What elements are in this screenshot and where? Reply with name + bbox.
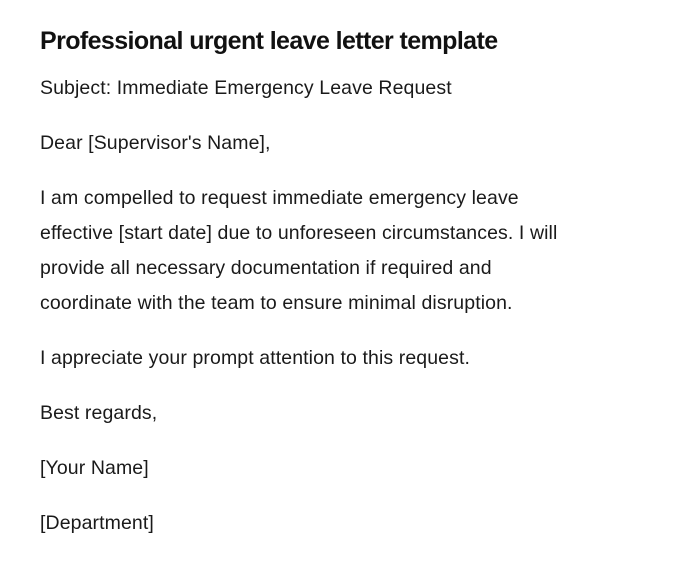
subject-line: Subject: Immediate Emergency Leave Request <box>40 77 452 99</box>
letter-document <box>40 24 640 541</box>
body-line: coordinate with the team to ensure minimal disruption. <box>40 292 513 314</box>
salutation: Dear [Supervisor's Name], <box>40 132 271 154</box>
closing-line: Best regards, <box>40 402 158 424</box>
body-line: I am compelled to request immediate emergency leave <box>40 187 519 209</box>
body-line: provide all necessary documentation if required and <box>40 257 492 279</box>
body-paragraph <box>40 181 640 321</box>
appreciation-line: I appreciate your prompt attention to this request. <box>40 347 471 369</box>
page-title: Professional urgent leave letter template <box>40 27 498 55</box>
body-line: effective [start date] due to unforeseen circumstances. I will <box>40 222 558 244</box>
department-placeholder: [Department] <box>40 512 154 534</box>
name-placeholder: [Your Name] <box>40 457 149 479</box>
